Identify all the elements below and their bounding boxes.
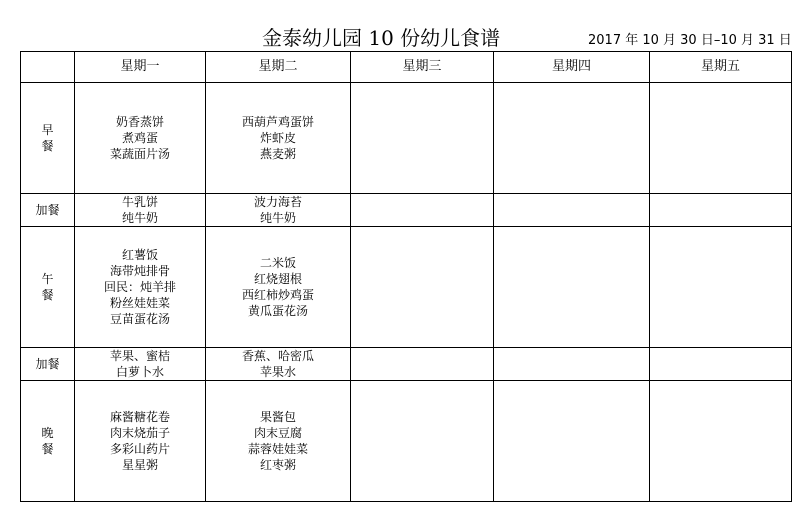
header-tuesday: 星期二 — [206, 52, 351, 83]
menu-item: 红薯饭 — [121, 248, 158, 262]
menu-item: 西葫芦鸡蛋饼 — [241, 115, 314, 129]
menu-item: 西红柿炒鸡蛋 — [241, 288, 314, 302]
header-corner — [21, 52, 75, 83]
menu-cell — [75, 194, 206, 227]
meal-label: 加餐 — [21, 348, 75, 381]
menu-cell — [351, 381, 494, 502]
menu-cell — [206, 83, 351, 194]
meal-label: 加餐 — [21, 194, 75, 227]
date-range: 2017 年 10 月 30 日–10 月 31 日 — [588, 33, 792, 48]
menu-item: 炸虾皮 — [259, 131, 296, 145]
menu-cell — [206, 227, 351, 348]
menu-item: 香蕉、哈密瓜 — [241, 349, 314, 363]
menu-item: 苹果、蜜桔 — [109, 349, 170, 363]
menu-cell — [351, 83, 494, 194]
meal-label — [21, 227, 75, 348]
menu-cell — [650, 194, 792, 227]
menu-item: 肉末豆腐 — [253, 426, 302, 440]
meal-label-line: 早 — [41, 123, 54, 137]
menu-cell — [75, 83, 206, 194]
menu-item: 奶香蒸饼 — [115, 115, 164, 129]
menu-item: 二米饭 — [259, 256, 296, 270]
header-friday: 星期五 — [650, 52, 792, 83]
menu-item: 蒜蓉娃娃菜 — [247, 442, 308, 456]
menu-item: 海带炖排骨 — [109, 264, 170, 278]
menu-cell — [494, 348, 650, 381]
header-monday: 星期一 — [75, 52, 206, 83]
table-row — [21, 227, 792, 348]
menu-cell — [650, 348, 792, 381]
menu-item: 星星粥 — [121, 458, 158, 472]
menu-cell — [75, 227, 206, 348]
menu-cell — [650, 381, 792, 502]
menu-cell — [494, 83, 650, 194]
menu-cell — [494, 381, 650, 502]
menu-cell — [206, 348, 351, 381]
header-row — [21, 52, 792, 83]
menu-item: 燕麦粥 — [259, 147, 296, 161]
meal-label-line: 餐 — [41, 139, 54, 153]
menu-cell — [206, 194, 351, 227]
header-thursday: 星期四 — [494, 52, 650, 83]
menu-item: 纯牛奶 — [121, 211, 158, 225]
meal-label — [21, 83, 75, 194]
meal-label-line: 餐 — [41, 442, 54, 456]
menu-item: 牛乳饼 — [121, 195, 158, 209]
page-title: 金泰幼儿园 10 份幼儿食谱 — [262, 26, 501, 50]
menu-cell — [75, 348, 206, 381]
menu-cell — [206, 381, 351, 502]
menu-item: 多彩山药片 — [109, 442, 170, 456]
menu-cell — [650, 227, 792, 348]
menu-item: 回民：炖羊排 — [103, 280, 176, 294]
menu-cell — [494, 227, 650, 348]
menu-item: 豆苗蛋花汤 — [109, 312, 170, 326]
meal-label-line: 餐 — [41, 288, 54, 302]
table-row — [21, 83, 792, 194]
menu-cell — [494, 194, 650, 227]
menu-cell — [351, 348, 494, 381]
meal-label-line: 午 — [41, 272, 54, 286]
table-row — [21, 381, 792, 502]
menu-item: 肉末烧茄子 — [109, 426, 170, 440]
menu-item: 煮鸡蛋 — [121, 131, 158, 145]
menu-item: 麻酱糖花卷 — [109, 410, 170, 424]
menu-cell — [75, 381, 206, 502]
meal-label-line: 晚 — [41, 426, 54, 440]
menu-item: 红烧翅根 — [253, 272, 302, 286]
menu-item: 菜蔬面片汤 — [109, 147, 170, 161]
menu-item: 红枣粥 — [259, 458, 296, 472]
menu-table — [20, 51, 792, 502]
menu-item: 波力海苔 — [253, 195, 302, 209]
menu-item: 果酱包 — [259, 410, 296, 424]
menu-cell — [650, 83, 792, 194]
header-wednesday: 星期三 — [351, 52, 494, 83]
menu-item: 苹果水 — [259, 365, 296, 379]
table-row — [21, 194, 792, 227]
menu-item: 纯牛奶 — [259, 211, 296, 225]
menu-item: 粉丝娃娃菜 — [109, 296, 170, 310]
menu-item: 黄瓜蛋花汤 — [247, 304, 308, 318]
menu-item: 白萝卜水 — [115, 365, 164, 379]
menu-cell — [351, 227, 494, 348]
table-row — [21, 348, 792, 381]
meal-label — [21, 381, 75, 502]
menu-cell — [351, 194, 494, 227]
